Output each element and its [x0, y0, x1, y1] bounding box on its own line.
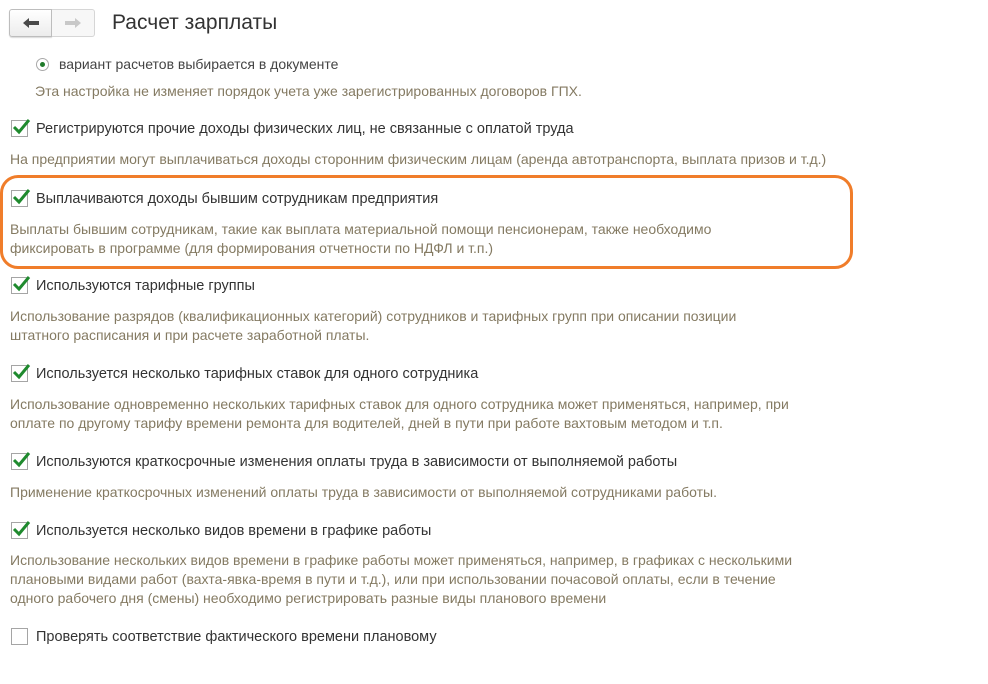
checkbox-label: Проверять соответствие фактического времени плановому	[36, 628, 437, 645]
checkbox-tariff-groups[interactable]	[11, 277, 255, 294]
checkmark-icon	[11, 362, 31, 382]
checkbox-label: Используется несколько тарифных ставок для одного сотрудника	[36, 365, 479, 382]
navigation-buttons	[9, 9, 97, 39]
option-hint	[10, 551, 792, 608]
radio-button-selected[interactable]	[36, 58, 49, 71]
hint-line: Использование одновременно нескольких тарифных ставок для одного сотрудника может применяться, например, при	[10, 396, 789, 412]
hint-line: Использование нескольких видов времени в графике работы может применяться, например, в графиках с несколькими	[10, 552, 793, 568]
checkbox-label: Используются краткосрочные изменения оплаты труда в зависимости от выполняемой работы	[36, 453, 678, 470]
checkbox-multiple-rates[interactable]	[11, 365, 478, 382]
checkmark-icon	[11, 187, 31, 207]
checkbox-check-actual-time[interactable]	[11, 628, 437, 645]
option-hint	[10, 220, 711, 258]
arrow-left-icon	[22, 17, 40, 29]
checkbox-other-income[interactable]	[11, 120, 574, 137]
checkbox-short-term-changes[interactable]	[11, 453, 677, 470]
back-button[interactable]	[9, 9, 52, 37]
checkbox[interactable]	[11, 522, 28, 539]
checkbox-label: Регистрируются прочие доходы физических лиц, не связанные с оплатой труда	[36, 120, 574, 137]
arrow-right-icon	[64, 17, 82, 29]
page-title: Расчет зарплаты	[112, 11, 278, 34]
checkmark-icon	[11, 117, 31, 137]
hint-line: штатного расписания и при расчете заработной платы.	[10, 327, 370, 343]
checkbox[interactable]	[11, 365, 28, 382]
hint-line: Использование разрядов (квалификационных категорий) сотрудников и тарифных групп при описании позиции	[10, 308, 737, 324]
hint-line: одного рабочего дня (смены) необходимо регистрировать разные виды планового времени	[10, 590, 607, 606]
checkbox-time-types[interactable]	[11, 522, 431, 539]
forward-button[interactable]	[52, 9, 95, 37]
option-hint: На предприятии могут выплачиваться доходы сторонним физическим лицам (аренда автотранспорта, выплата призов и т.д.)	[10, 151, 827, 167]
checkbox-former-employees[interactable]	[11, 190, 438, 207]
checkbox[interactable]	[11, 190, 28, 207]
checkbox[interactable]	[11, 453, 28, 470]
option-hint: Применение краткосрочных изменений оплаты труда в зависимости от выполняемой сотрудниками работы.	[10, 484, 717, 500]
checkbox-label: Используются тарифные группы	[36, 277, 255, 294]
checkbox[interactable]	[11, 277, 28, 294]
hint-line: оплате по другому тарифу времени ремонта для водителей, дней в пути при работе вахтовым методом и т.п.	[10, 415, 723, 431]
radio-option-document[interactable]	[36, 55, 338, 73]
option-hint	[10, 307, 736, 345]
hint-line: фиксировать в программе (для формирования отчетности по НДФЛ и т.п.)	[10, 240, 494, 256]
hint-line: плановыми видами работ (вахта-явка-время в пути и т.д.), или при использовании почасовой оплаты, если в течение	[10, 571, 776, 587]
hint-line: Выплаты бывшим сотрудникам, такие как выплата материальной помощи пенсионерам, также необходимо	[10, 221, 712, 237]
checkbox-label: Используется несколько видов времени в графике работы	[36, 522, 432, 539]
checkmark-icon	[11, 450, 31, 470]
radio-hint: Эта настройка не изменяет порядок учета уже зарегистрированных договоров ГПХ.	[35, 83, 582, 99]
option-hint	[10, 395, 789, 433]
checkbox[interactable]	[11, 120, 28, 137]
checkmark-icon	[11, 519, 31, 539]
checkbox[interactable]	[11, 628, 28, 645]
radio-option-label: вариант расчетов выбирается в документе	[59, 56, 339, 72]
checkbox-label: Выплачиваются доходы бывшим сотрудникам предприятия	[36, 190, 439, 207]
checkmark-icon	[11, 274, 31, 294]
